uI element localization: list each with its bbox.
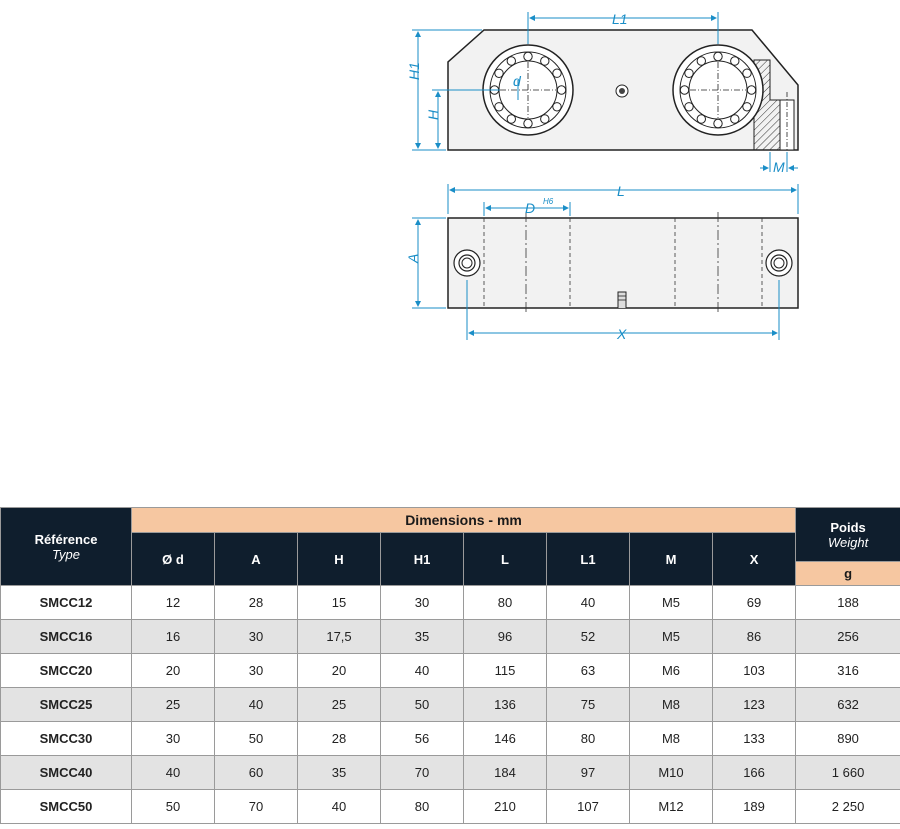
value-cell: 80 <box>464 586 547 620</box>
dim-X: X <box>617 326 627 342</box>
value-cell: 115 <box>464 654 547 688</box>
value-cell: 63 <box>547 654 630 688</box>
column-header: M <box>630 533 713 586</box>
table-row <box>1 722 900 756</box>
value-cell: 12 <box>132 586 215 620</box>
bearing-ball <box>685 69 693 77</box>
weight-header <box>796 508 900 562</box>
weight-cell: 188 <box>796 586 900 620</box>
value-cell: 20 <box>132 654 215 688</box>
bearing-ball <box>731 115 739 123</box>
bearing-ball <box>541 57 549 65</box>
value-cell: 184 <box>464 756 547 790</box>
value-cell: 189 <box>713 790 796 824</box>
reference-label: Référence <box>34 531 98 547</box>
bearing-ball <box>697 57 705 65</box>
bearing-ball <box>714 52 722 60</box>
value-cell: 16 <box>132 620 215 654</box>
bearing-ball <box>714 119 722 127</box>
bearing-ball <box>524 119 532 127</box>
value-cell: 40 <box>547 586 630 620</box>
value-cell: 123 <box>713 688 796 722</box>
value-cell: 15 <box>298 586 381 620</box>
value-cell: 50 <box>132 790 215 824</box>
reference-cell: SMCC25 <box>1 688 132 722</box>
specification-table <box>0 507 900 824</box>
value-cell: 30 <box>132 722 215 756</box>
value-cell: 40 <box>215 688 298 722</box>
column-header: A <box>215 533 298 586</box>
dim-D: D <box>525 200 536 216</box>
weight-label-en: Weight <box>827 534 869 550</box>
bearing-ball <box>685 103 693 111</box>
value-cell: 40 <box>381 654 464 688</box>
value-cell: M5 <box>630 586 713 620</box>
reference-cell: SMCC30 <box>1 722 132 756</box>
table-row <box>1 654 900 688</box>
value-cell: 52 <box>547 620 630 654</box>
value-cell: 50 <box>381 688 464 722</box>
dim-H1: H1 <box>406 62 422 80</box>
bearing-ball <box>743 69 751 77</box>
value-cell: 40 <box>132 756 215 790</box>
value-cell: 86 <box>713 620 796 654</box>
bearing-ball <box>747 86 755 94</box>
value-cell: 75 <box>547 688 630 722</box>
value-cell: 146 <box>464 722 547 756</box>
value-cell: 17,5 <box>298 620 381 654</box>
value-cell: 107 <box>547 790 630 824</box>
weight-label: Poids <box>830 519 866 535</box>
front-view <box>406 11 798 175</box>
value-cell: 40 <box>298 790 381 824</box>
lube-nipple <box>616 85 628 97</box>
bearing-ball <box>553 69 561 77</box>
value-cell: 97 <box>547 756 630 790</box>
reference-cell: SMCC40 <box>1 756 132 790</box>
bolt-hole-right <box>766 250 792 276</box>
value-cell: 35 <box>381 620 464 654</box>
value-cell: 96 <box>464 620 547 654</box>
value-cell: 210 <box>464 790 547 824</box>
reference-cell: SMCC20 <box>1 654 132 688</box>
value-cell: 35 <box>298 756 381 790</box>
value-cell: 69 <box>713 586 796 620</box>
table-row <box>1 790 900 824</box>
value-cell: 25 <box>298 688 381 722</box>
type-label: Type <box>52 546 80 562</box>
reference-cell: SMCC50 <box>1 790 132 824</box>
reference-header <box>1 508 132 586</box>
value-cell: 20 <box>298 654 381 688</box>
column-header: X <box>713 533 796 586</box>
column-header: L1 <box>547 533 630 586</box>
right-bearing <box>673 45 763 135</box>
dim-M: M <box>773 159 785 175</box>
bearing-ball <box>731 57 739 65</box>
value-cell: 30 <box>381 586 464 620</box>
value-cell: M8 <box>630 722 713 756</box>
column-header: Ø d <box>132 533 215 586</box>
bearing-ball <box>680 86 688 94</box>
dimensions-header: Dimensions - mm <box>132 508 796 533</box>
dim-L1: L1 <box>612 11 628 27</box>
bearing-ball <box>557 86 565 94</box>
bearing-ball <box>495 103 503 111</box>
value-cell: 30 <box>215 620 298 654</box>
weight-cell: 2 250 <box>796 790 900 824</box>
dim-d: d <box>513 73 521 89</box>
bearing-ball <box>743 103 751 111</box>
bearing-ball <box>507 57 515 65</box>
value-cell: 70 <box>215 790 298 824</box>
value-cell: M12 <box>630 790 713 824</box>
value-cell: 28 <box>298 722 381 756</box>
reference-cell: SMCC12 <box>1 586 132 620</box>
reference-cell: SMCC16 <box>1 620 132 654</box>
value-cell: 133 <box>713 722 796 756</box>
column-header: L <box>464 533 547 586</box>
value-cell: 56 <box>381 722 464 756</box>
value-cell: M5 <box>630 620 713 654</box>
table-row <box>1 620 900 654</box>
bearing-ball <box>553 103 561 111</box>
dim-H6: H6 <box>543 197 554 206</box>
value-cell: 60 <box>215 756 298 790</box>
weight-cell: 1 660 <box>796 756 900 790</box>
weight-unit: g <box>796 562 900 586</box>
value-cell: 136 <box>464 688 547 722</box>
table-body <box>1 586 900 824</box>
column-header: H <box>298 533 381 586</box>
weight-cell: 256 <box>796 620 900 654</box>
value-cell: 70 <box>381 756 464 790</box>
dim-L: L <box>617 183 625 199</box>
table-row <box>1 586 900 620</box>
bearing-ball <box>507 115 515 123</box>
value-cell: M8 <box>630 688 713 722</box>
value-cell: 166 <box>713 756 796 790</box>
column-header: H1 <box>381 533 464 586</box>
value-cell: 28 <box>215 586 298 620</box>
value-cell: 30 <box>215 654 298 688</box>
technical-drawing <box>0 0 900 360</box>
bearing-ball <box>697 115 705 123</box>
value-cell: 80 <box>381 790 464 824</box>
value-cell: M6 <box>630 654 713 688</box>
value-cell: 25 <box>132 688 215 722</box>
table-row <box>1 688 900 722</box>
weight-cell: 316 <box>796 654 900 688</box>
bolt-hole-left <box>454 250 480 276</box>
weight-cell: 890 <box>796 722 900 756</box>
value-cell: 80 <box>547 722 630 756</box>
dim-H: H <box>425 109 441 120</box>
value-cell: 50 <box>215 722 298 756</box>
plan-view <box>405 183 798 342</box>
value-cell: 103 <box>713 654 796 688</box>
weight-cell: 632 <box>796 688 900 722</box>
table-row <box>1 756 900 790</box>
dim-A: A <box>405 253 421 263</box>
bearing-ball <box>541 115 549 123</box>
bearing-ball <box>524 52 532 60</box>
bearing-ball <box>495 69 503 77</box>
value-cell: M10 <box>630 756 713 790</box>
